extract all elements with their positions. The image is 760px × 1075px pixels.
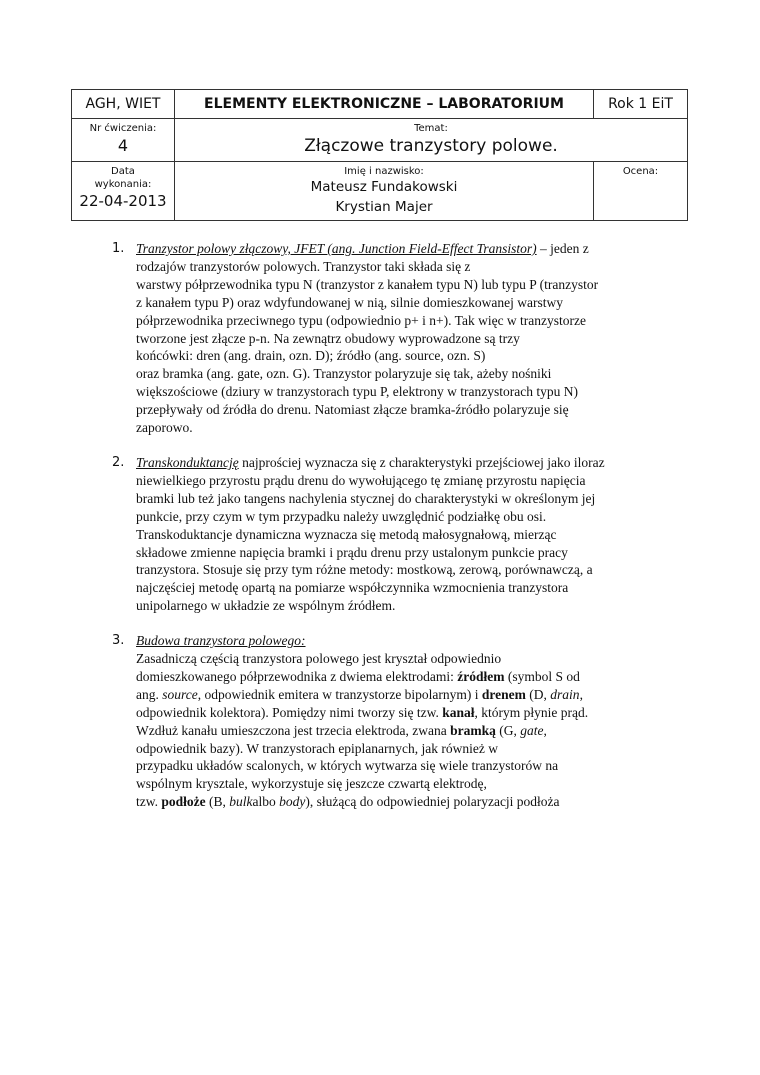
- text-line: punkcie, przy czym w tym przypadku należy uwzględnić podziałkę obu osi.: [136, 508, 547, 524]
- text-line: Transkoduktancje dynamiczna wyznacza się metodą małosygnałową, mierząc: [136, 526, 557, 542]
- institution: AGH, WIET: [85, 96, 161, 112]
- text-line: Wzdłuż kanału umieszczona jest trzecia elektroda, zwana bramką (G, gate,: [136, 722, 547, 738]
- text-line: niewielkiego przyrostu prądu drenu do wywołującego tę zmianę przyrostu napięcia: [136, 472, 586, 488]
- text-line: ang. source, odpowiednik emitera w tranzystorze bipolarnym) i drenem (D, drain,: [136, 686, 583, 702]
- date-label: Data wykonania:: [94, 166, 152, 190]
- header-table: [71, 89, 688, 221]
- section-number: 2.: [112, 454, 125, 470]
- text-line: końcówki: dren (ang. drain, ozn. D); źródło (ang. source, ozn. S): [136, 348, 486, 364]
- text-line: rodzajów tranzystorów polowych. Tranzystor taki składa się z: [136, 258, 471, 274]
- section-title: Tranzystor polowy złączowy, JFET (ang. Junction Field-Effect Transistor): [136, 241, 537, 256]
- topic-cell: [175, 119, 688, 162]
- year: Rok 1 EiT: [608, 96, 673, 112]
- institution-cell: [72, 90, 175, 119]
- text-line: oraz bramka (ang. gate, ozn. G). Tranzystor polaryzuje się tak, ażeby nośniki: [136, 366, 552, 382]
- text-line: domieszkowanego półprzewodnika z dwiema elektrodami: źródłem (symbol S od: [136, 668, 580, 684]
- author-name-2: Krystian Majer: [335, 199, 433, 215]
- text-line: z kanałem typu P) oraz wdyfundowanej w nią, silnie domieszkowanej warstwy: [136, 294, 564, 310]
- text-line: większościowe (dziury w tranzystorach typu P, elektrony w tranzystorach typu N): [136, 384, 578, 400]
- date: 22-04-2013: [79, 192, 167, 210]
- course-cell: [175, 90, 594, 119]
- names-cell: [175, 162, 594, 221]
- text-line: warstwy półprzewodnika typu N (tranzystor z kanałem typu N) lub typu P (tranzystor: [136, 276, 599, 292]
- section-number: 3.: [112, 633, 125, 649]
- exercise-cell: [72, 119, 175, 162]
- text-line: półprzewodnika przeciwnego typu (odpowiednio p+ i n+). Tak więc w tranzystorze: [136, 312, 587, 328]
- names-label: Imię i nazwisko:: [344, 166, 424, 177]
- section-title: Budowa tranzystora polowego:: [136, 633, 306, 649]
- section-number: 1.: [112, 241, 125, 256]
- year-cell: [594, 90, 688, 119]
- text-line: tworzone jest złącze p-n. Na zewnątrz obudowy wyprowadzone są trzy: [136, 330, 520, 346]
- exercise-number: 4: [117, 136, 129, 155]
- section-title: Transkonduktancję: [136, 454, 239, 470]
- section-transconductance: 2. Transkonduktancję najprościej wyznacza się z charakterystyki przejściowej jako iloraz niewielkiego przyrostu prądu drenu do wywołującego tę zmianę przyrostu napięcia bramki lub też jako tangens nachylenia stycznej do charakterystyki w określonym jej punkcie, przy czym w tym przypadku należy uwzględnić podziałkę obu osi. Transkoduktancje dynamiczna wyznacza się metodą małosygnałową, mierząc składowe zmienne napięcia bramki i prądu drenu przy ustalonym punkcie pracy tranzystora. Stosuje się przy tym różne metody: mostkową, zerową, porównawczą, a najczęściej metodę opartą na pomiarze współczynnika wzmocnienia tranzystora unipolarnego w układzie ze wspólnym źródłem.: [112, 454, 692, 615]
- text-line: unipolarnego w układzie ze wspólnym źródłem.: [136, 598, 396, 614]
- topic: Złączowe tranzystory polowe.: [304, 136, 558, 156]
- author-name-1: Mateusz Fundakowski: [310, 179, 458, 195]
- text-line: najczęściej metodę opartą na pomiarze współczynnika wzmocnienia tranzystora: [136, 580, 569, 596]
- date-cell: [72, 162, 175, 221]
- text-line: przepływały od źródła do drenu. Natomiast złącze bramka-źródło polaryzuje się: [136, 402, 569, 418]
- course-title: ELEMENTY ELEKTRONICZNE – LABORATORIUM: [204, 96, 564, 112]
- document-body: [112, 240, 692, 828]
- grade-label: Ocena:: [622, 166, 659, 177]
- text-line: odpowiednik kolektora). Pomiędzy nimi tworzy się tzw. kanał, którym płynie prąd.: [136, 704, 589, 720]
- exercise-label: Nr ćwiczenia:: [89, 123, 157, 134]
- text-line: wspólnym krysztale, wykorzystuje się jeszcze czwartą elektrodę,: [136, 776, 487, 792]
- text-line: bramki lub też jako tangens nachylenia stycznej do charakterystyki w określonym jej: [136, 490, 596, 506]
- section-jfet: 1. Tranzystor polowy złączowy, JFET (ang. Junction Field-Effect Transistor) – jeden z rodzajów tranzystorów polowych. Tranzystor taki składa się z warstwy półprzewodnika typu N (tranzystor z kanałem typu N) lub typu P (tranzystor z kanałem typu P) oraz wdyfundowanej w nią, silnie domieszkowanej warstwy półprzewodnika przeciwnego typu (odpowiednio p+ i n+). Tak więc w tranzystorze tworzone jest złącze p-n. Na zewnątrz obudowy wyprowadzone są trzy końcówki: dren (ang. drain, ozn. D); źródło (ang. source, ozn. S) oraz bramka (ang. gate, ozn. G). Tranzystor polaryzuje się tak, ażeby nośniki większościowe (dziury w tranzystorach typu P, elektrony w tranzystorach typu N) przepływały od źródła do drenu. Natomiast złącze bramka-źródło polaryzuje się zaporowo.: [112, 240, 692, 437]
- text-line: tranzystora. Stosuje się przy tym różne metody: mostkową, zerową, porównawczą, a: [136, 562, 593, 578]
- section-construction: [112, 632, 692, 811]
- text-line: składowe zmienne napięcia bramki i prądu drenu przy ustalonym punkcie pracy: [136, 544, 568, 560]
- text-line: Zasadniczą częścią tranzystora polowego jest kryształ odpowiednio: [136, 651, 502, 667]
- text-line: zaporowo.: [136, 420, 193, 436]
- text-line: odpowiednik bazy). W tranzystorach epiplanarnych, jak również w: [136, 740, 499, 756]
- text-line: tzw. podłoże (B, bulkalbo body), służącą do odpowiedniej polaryzacji podłoża: [136, 794, 560, 810]
- text-line: przypadku układów scalonych, w których wytwarza się wiele tranzystorów na: [136, 758, 559, 774]
- topic-label: Temat:: [414, 123, 448, 134]
- grade-cell: [594, 162, 688, 221]
